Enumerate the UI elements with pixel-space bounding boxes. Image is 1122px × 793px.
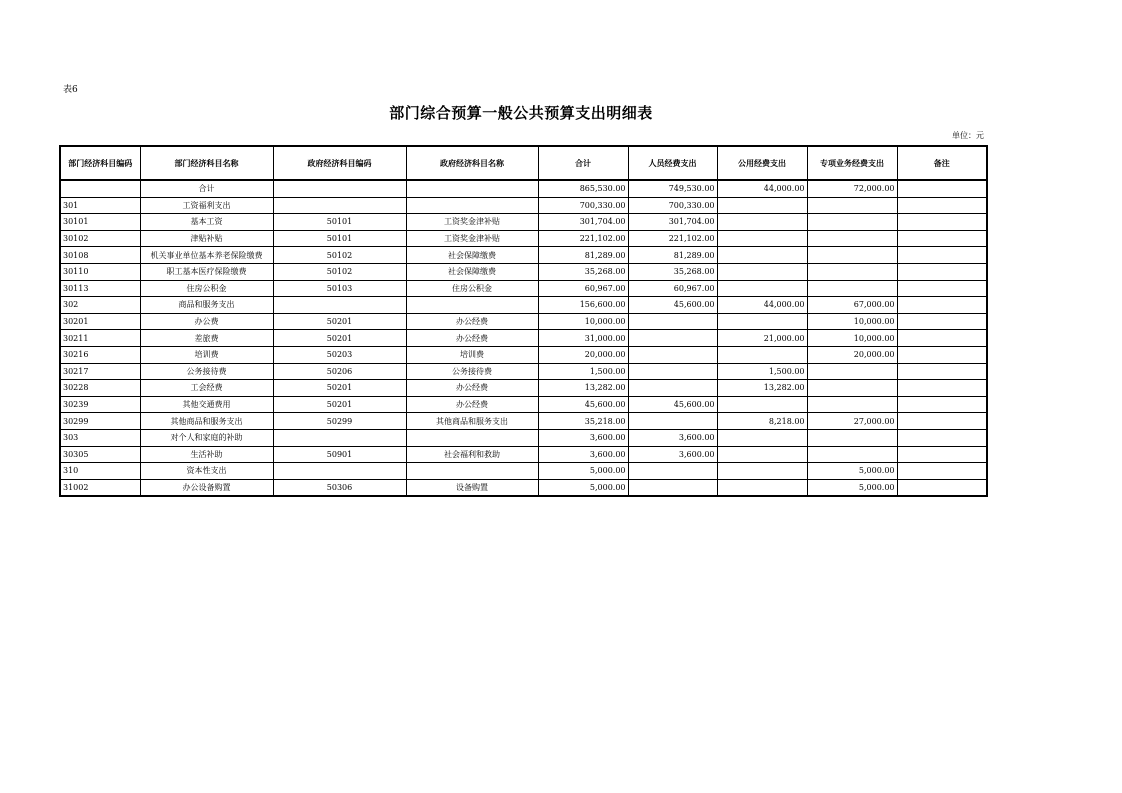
cell-special [807,380,897,397]
page-title: 部门综合预算一般公共预算支出明细表 [389,104,653,122]
cell-note [897,263,987,280]
cell-gov-name [406,297,538,314]
cell-dept-name: 生活补助 [140,446,273,463]
cell-total: 60,967.00 [538,280,628,297]
cell-special [807,446,897,463]
cell-gov-code: 50102 [273,247,406,264]
cell-gov-name: 住房公积金 [406,280,538,297]
cell-personnel: 45,600.00 [628,396,717,413]
cell-dept-code: 30108 [60,247,140,264]
col-header-special: 专项业务经费支出 [807,146,897,180]
cell-dept-code: 301 [60,197,140,214]
cell-special [807,197,897,214]
cell-dept-name: 培训费 [140,346,273,363]
table-row [60,313,987,330]
cell-note [897,363,987,380]
cell-note [897,280,987,297]
cell-dept-name: 办公费 [140,313,273,330]
cell-gov-name: 社会保障缴费 [406,247,538,264]
col-header-public: 公用经费支出 [717,146,807,180]
cell-personnel: 45,600.00 [628,297,717,314]
cell-public [717,463,807,480]
cell-personnel: 749,530.00 [628,180,717,197]
cell-dept-name: 公务接待费 [140,363,273,380]
cell-total: 221,102.00 [538,230,628,247]
cell-gov-code: 50206 [273,363,406,380]
table-row [60,214,987,231]
cell-special: 5,000.00 [807,479,897,496]
cell-special: 20,000.00 [807,346,897,363]
cell-note [897,330,987,347]
cell-special [807,247,897,264]
col-header-note: 备注 [897,146,987,180]
cell-gov-code: 50101 [273,214,406,231]
cell-note [897,479,987,496]
cell-public [717,396,807,413]
cell-dept-name: 工会经费 [140,380,273,397]
cell-public [717,263,807,280]
cell-total: 3,600.00 [538,429,628,446]
table-row [60,247,987,264]
cell-note [897,346,987,363]
table-row [60,479,987,496]
table-number: 表6 [63,85,78,95]
cell-gov-name: 其他商品和服务支出 [406,413,538,430]
cell-gov-name: 办公经费 [406,330,538,347]
cell-total: 45,600.00 [538,396,628,413]
cell-total: 10,000.00 [538,313,628,330]
cell-note [897,413,987,430]
cell-note [897,396,987,413]
cell-public [717,214,807,231]
cell-total: 700,330.00 [538,197,628,214]
cell-gov-name [406,180,538,197]
cell-special [807,214,897,231]
cell-gov-code: 50201 [273,330,406,347]
cell-gov-code: 50201 [273,396,406,413]
cell-note [897,230,987,247]
table-row [60,280,987,297]
cell-dept-code: 30228 [60,380,140,397]
cell-personnel [628,346,717,363]
table-row [60,346,987,363]
cell-dept-code: 310 [60,463,140,480]
unit-label: 单位：元 [952,131,984,140]
table-row [60,180,987,197]
cell-gov-code [273,197,406,214]
table-row [60,330,987,347]
cell-gov-code: 50901 [273,446,406,463]
cell-special [807,230,897,247]
cell-note [897,214,987,231]
cell-public [717,230,807,247]
cell-note [897,446,987,463]
cell-public: 44,000.00 [717,297,807,314]
cell-personnel [628,463,717,480]
cell-gov-name: 工资奖金津补贴 [406,214,538,231]
cell-public: 1,500.00 [717,363,807,380]
col-header-gov-name: 政府经济科目名称 [406,146,538,180]
cell-public: 21,000.00 [717,330,807,347]
cell-personnel: 81,289.00 [628,247,717,264]
cell-total: 31,000.00 [538,330,628,347]
col-header-dept-name: 部门经济科目名称 [140,146,273,180]
cell-dept-name: 差旅费 [140,330,273,347]
cell-dept-name: 办公设备购置 [140,479,273,496]
cell-gov-name: 培训费 [406,346,538,363]
cell-note [897,380,987,397]
cell-total: 35,218.00 [538,413,628,430]
cell-total: 35,268.00 [538,263,628,280]
cell-public [717,313,807,330]
cell-personnel: 221,102.00 [628,230,717,247]
table-row [60,297,987,314]
cell-dept-name: 津贴补贴 [140,230,273,247]
cell-gov-code [273,463,406,480]
cell-dept-name: 合计 [140,180,273,197]
cell-total: 20,000.00 [538,346,628,363]
cell-dept-code: 30211 [60,330,140,347]
cell-dept-code: 30299 [60,413,140,430]
cell-public [717,247,807,264]
cell-gov-name: 工资奖金津补贴 [406,230,538,247]
cell-public: 44,000.00 [717,180,807,197]
cell-dept-code: 30102 [60,230,140,247]
cell-dept-code: 30217 [60,363,140,380]
cell-total: 301,704.00 [538,214,628,231]
cell-personnel [628,363,717,380]
cell-gov-code: 50306 [273,479,406,496]
table-row [60,396,987,413]
cell-dept-name: 资本性支出 [140,463,273,480]
cell-dept-name: 基本工资 [140,214,273,231]
cell-note [897,313,987,330]
table-row [60,263,987,280]
cell-public [717,429,807,446]
table-row [60,429,987,446]
cell-dept-code: 31002 [60,479,140,496]
cell-note [897,197,987,214]
cell-public [717,197,807,214]
cell-gov-name: 办公经费 [406,380,538,397]
cell-dept-name: 其他商品和服务支出 [140,413,273,430]
cell-personnel: 301,704.00 [628,214,717,231]
cell-total: 13,282.00 [538,380,628,397]
col-header-dept-code: 部门经济科目编码 [60,146,140,180]
cell-note [897,180,987,197]
cell-personnel: 60,967.00 [628,280,717,297]
col-header-personnel: 人员经费支出 [628,146,717,180]
cell-note [897,247,987,264]
cell-personnel: 3,600.00 [628,429,717,446]
cell-personnel [628,479,717,496]
cell-dept-code: 30216 [60,346,140,363]
cell-gov-code: 50299 [273,413,406,430]
cell-special [807,363,897,380]
cell-total: 81,289.00 [538,247,628,264]
table-row [60,413,987,430]
cell-dept-code: 30101 [60,214,140,231]
cell-gov-name: 社会保障缴费 [406,263,538,280]
cell-total: 5,000.00 [538,463,628,480]
cell-dept-name: 其他交通费用 [140,396,273,413]
budget-table [59,145,988,497]
cell-dept-code: 30110 [60,263,140,280]
cell-special: 27,000.00 [807,413,897,430]
cell-dept-code: 30113 [60,280,140,297]
cell-gov-name [406,429,538,446]
cell-dept-name: 商品和服务支出 [140,297,273,314]
cell-note [897,429,987,446]
cell-dept-name: 住房公积金 [140,280,273,297]
cell-total: 3,600.00 [538,446,628,463]
cell-gov-name: 社会福利和救助 [406,446,538,463]
cell-dept-code: 303 [60,429,140,446]
cell-note [897,463,987,480]
cell-gov-code [273,180,406,197]
cell-gov-name: 办公经费 [406,313,538,330]
cell-gov-code: 50203 [273,346,406,363]
cell-personnel: 35,268.00 [628,263,717,280]
cell-special [807,263,897,280]
cell-note [897,297,987,314]
cell-gov-name: 设备购置 [406,479,538,496]
cell-gov-code: 50102 [273,263,406,280]
table-row [60,230,987,247]
cell-gov-code: 50201 [273,380,406,397]
header-row [60,146,987,180]
cell-public [717,346,807,363]
cell-dept-name: 对个人和家庭的补助 [140,429,273,446]
table-row [60,463,987,480]
cell-personnel: 3,600.00 [628,446,717,463]
table-row [60,197,987,214]
cell-dept-code [60,180,140,197]
col-header-total: 合计 [538,146,628,180]
cell-dept-code: 30305 [60,446,140,463]
cell-personnel [628,330,717,347]
cell-special: 5,000.00 [807,463,897,480]
cell-special [807,280,897,297]
cell-special [807,429,897,446]
cell-public [717,446,807,463]
cell-total: 1,500.00 [538,363,628,380]
cell-personnel [628,380,717,397]
cell-public: 13,282.00 [717,380,807,397]
cell-dept-code: 302 [60,297,140,314]
cell-gov-code [273,297,406,314]
cell-total: 156,600.00 [538,297,628,314]
cell-total: 5,000.00 [538,479,628,496]
cell-gov-name: 公务接待费 [406,363,538,380]
cell-gov-name [406,197,538,214]
table-row [60,363,987,380]
cell-dept-code: 30239 [60,396,140,413]
cell-gov-code [273,429,406,446]
cell-personnel [628,413,717,430]
cell-public [717,479,807,496]
table-row [60,446,987,463]
cell-special: 67,000.00 [807,297,897,314]
cell-gov-name: 办公经费 [406,396,538,413]
cell-gov-code: 50101 [273,230,406,247]
table-header [60,146,987,180]
cell-dept-name: 机关事业单位基本养老保险缴费 [140,247,273,264]
cell-personnel: 700,330.00 [628,197,717,214]
table-body [60,180,987,496]
cell-special [807,396,897,413]
table-row [60,380,987,397]
cell-public: 8,218.00 [717,413,807,430]
cell-dept-name: 职工基本医疗保险缴费 [140,263,273,280]
col-header-gov-code: 政府经济科目编码 [273,146,406,180]
cell-gov-name [406,463,538,480]
cell-gov-code: 50103 [273,280,406,297]
cell-total: 865,530.00 [538,180,628,197]
cell-public [717,280,807,297]
cell-gov-code: 50201 [273,313,406,330]
cell-personnel [628,313,717,330]
cell-dept-name: 工资福利支出 [140,197,273,214]
cell-special: 72,000.00 [807,180,897,197]
cell-dept-code: 30201 [60,313,140,330]
cell-special: 10,000.00 [807,330,897,347]
cell-special: 10,000.00 [807,313,897,330]
